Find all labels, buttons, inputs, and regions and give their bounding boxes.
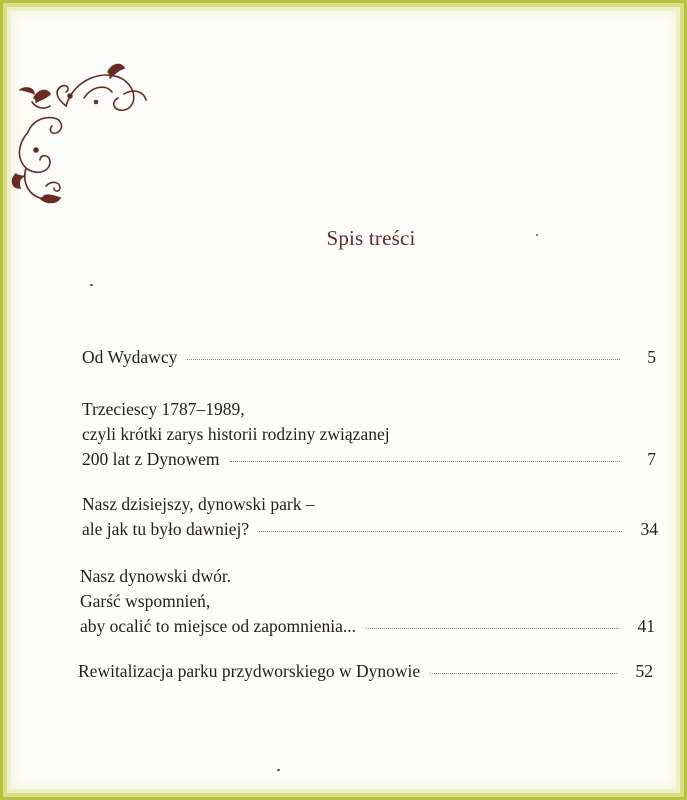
toc-page-number: 41	[637, 616, 655, 636]
dot-leader	[430, 673, 617, 674]
toc-page-number: 34	[640, 519, 658, 539]
dot-leader	[366, 628, 619, 629]
paper-speck	[536, 234, 538, 236]
dot-leader	[187, 359, 620, 360]
toc-entry-4	[80, 564, 655, 639]
toc-entry-3	[82, 492, 658, 542]
toc-page-number: 5	[647, 347, 656, 367]
toc-entry-line: Nasz dzisiejszy, dynowski park –	[82, 494, 315, 514]
toc-entry-line: Nasz dynowski dwór.	[80, 566, 232, 586]
floral-flourish-icon	[6, 58, 156, 208]
page-title: Spis treści	[326, 226, 416, 250]
toc-entry-line: Garść wspomnień,	[80, 591, 211, 611]
toc-entry-line: Trzeciescy 1787–1989,	[82, 399, 245, 419]
toc-entry-title: aby ocalić to miejsce od zapomnienia...	[80, 616, 357, 636]
toc-entry-2	[82, 397, 656, 472]
paper-speck	[277, 769, 280, 771]
dot-leader	[230, 461, 620, 462]
toc-entry-title: Od Wydawcy	[82, 347, 178, 367]
toc-page-number: 7	[647, 449, 656, 469]
toc-page-number: 52	[635, 661, 653, 681]
toc-entry-1	[82, 345, 656, 370]
dot-leader	[259, 531, 622, 532]
toc-entry-title: ale jak tu było dawniej?	[82, 519, 250, 539]
paper-speck	[90, 284, 93, 286]
toc-entry-5	[78, 659, 653, 684]
toc-entry-title: 200 lat z Dynowem	[82, 449, 220, 469]
toc-entry-line: czyli krótki zarys historii rodziny związanej	[82, 424, 390, 444]
toc-entry-title: Rewitalizacja parku przydworskiego w Dynowie	[78, 661, 421, 681]
